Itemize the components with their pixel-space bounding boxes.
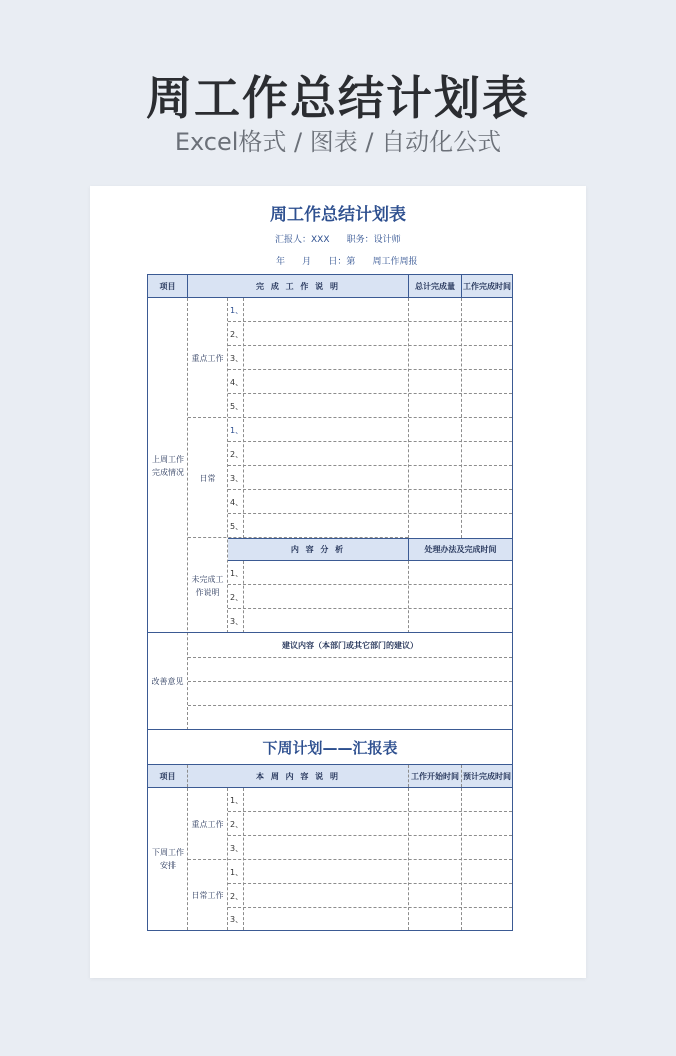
report-table (147, 274, 513, 931)
sub-daily-next: 日常工作 (191, 890, 224, 900)
next-week-title: 下周计划——汇报表 (262, 739, 398, 757)
suggestion-header: 建议内容（本部门或其它部门的建议） (282, 640, 418, 650)
document-title: 周工作总结计划表 (270, 205, 406, 225)
header-end-time: 预计完成时间 (463, 771, 511, 781)
row-number: 4、 (230, 377, 244, 387)
row-number: 3、 (230, 843, 244, 853)
header-item: 项目 (159, 281, 176, 291)
row-number: 1、 (230, 568, 244, 578)
sub-key-work: 重点工作 (191, 353, 224, 363)
row-number: 1、 (230, 305, 244, 315)
date-line: 年 月 日：第 周工作周报 (276, 257, 418, 267)
analysis-content-header: 内 容 分 析 (290, 545, 346, 554)
header-work-desc: 完 成 工 作 说 明 (256, 281, 340, 291)
analysis-method-header: 处理办法及完成时间 (424, 545, 497, 554)
header-item: 项目 (159, 771, 176, 781)
row-number: 2、 (230, 449, 244, 459)
row-number: 2、 (230, 592, 244, 602)
row-number: 1、 (230, 795, 244, 805)
banner-title: 周工作总结计划表 (146, 71, 530, 125)
banner-subtitle: Excel格式 / 图表 / 自动化公式 (174, 128, 502, 156)
header-finish-time: 工作完成时间 (463, 281, 511, 291)
header-total: 总计完成量 (415, 281, 455, 291)
improvement-label: 改善意见 (151, 677, 184, 686)
row-number: 1、 (230, 867, 244, 877)
header-week-desc: 本 周 内 容 说 明 (256, 771, 340, 781)
row-number: 2、 (230, 891, 244, 901)
row-number: 5、 (230, 401, 244, 411)
row-number: 3、 (230, 914, 244, 924)
row-number: 3、 (230, 473, 244, 483)
group-next-week: 下周工作安排 (152, 848, 184, 870)
row-number: 3、 (230, 353, 244, 363)
row-number: 5、 (230, 521, 244, 531)
sub-key-work-next: 重点工作 (191, 819, 224, 829)
row-number: 3、 (230, 616, 244, 626)
row-number: 2、 (230, 329, 244, 339)
group-last-week: 上周工作完成情况 (152, 454, 184, 477)
row-number: 2、 (230, 819, 244, 829)
reporter-line: 汇报人：XXX 职务：设计师 (275, 235, 401, 245)
row-number: 4、 (230, 497, 244, 507)
header-start-time: 工作开始时间 (411, 771, 459, 781)
sub-unfinished: 未完成工作说明 (191, 574, 224, 597)
sub-daily: 日常 (199, 473, 216, 483)
row-number: 1、 (230, 425, 244, 435)
